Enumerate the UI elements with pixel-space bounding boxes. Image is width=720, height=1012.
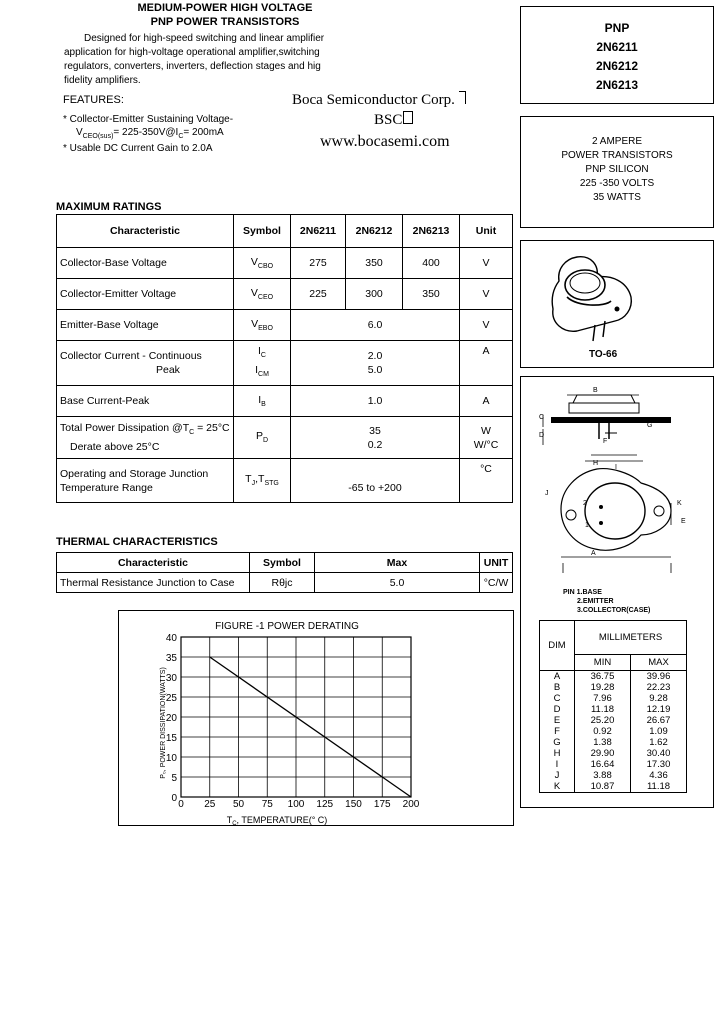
symbol: V (250, 286, 258, 299)
x-tick-label: 175 (373, 799, 391, 810)
max-cell: 11.18 (630, 781, 686, 793)
x-axis-label-part: , TEMPERATURE(° C) (236, 815, 328, 825)
value-cell: 300 (346, 279, 403, 310)
unit-line: W/°C (473, 438, 499, 451)
spec-line: POWER TRANSISTORS (561, 150, 673, 161)
char-line: Derate above 25°C (70, 441, 160, 454)
symbol-sub: EBO (258, 325, 273, 333)
package-label: TO-66 (589, 349, 618, 360)
table-row (57, 573, 513, 593)
max-ratings-title: MAXIMUM RATINGS (56, 201, 162, 213)
dim-label-i: I (615, 464, 617, 471)
max-cell: 9.28 (630, 693, 686, 704)
dim-cell: B (540, 682, 575, 693)
value-cell: 5.0 (315, 573, 480, 593)
symbol-cell: Rθjc (250, 573, 315, 593)
y-tick-label: 10 (165, 753, 177, 764)
symbol-sub: STG (264, 480, 279, 488)
package-box (520, 240, 714, 368)
symbol-cell (234, 248, 291, 279)
char-line: Peak (156, 364, 180, 376)
company-abbr-box-icon (403, 111, 413, 124)
unit-cell: °C/W (480, 573, 513, 593)
symbol: I (258, 393, 262, 406)
char-line: Collector Current - Continuous (60, 350, 202, 362)
dim-cell: D (540, 704, 575, 715)
symbol-sub: J (251, 480, 256, 488)
company-abbr (374, 111, 413, 129)
spec-box (520, 116, 714, 228)
y-tick-label: 15 (165, 733, 177, 744)
char-sub: C (189, 429, 195, 437)
dim-cell: F (540, 726, 575, 737)
y-tick-label: 25 (165, 693, 177, 704)
table-row (57, 310, 513, 341)
dim-label-e: E (681, 518, 686, 525)
thermal-title: THERMAL CHARACTERISTICS (56, 536, 218, 548)
min-cell: 16.64 (575, 759, 631, 770)
char-cell (57, 417, 234, 459)
feature-1-current: = 200mA (183, 127, 224, 138)
char-cell: Collector-Emitter Voltage (57, 279, 234, 310)
value-cell (291, 341, 460, 386)
description-line: fidelity amplifiers. (64, 75, 141, 86)
value-cell: 275 (291, 248, 346, 279)
x-tick-label: 200 (402, 799, 420, 810)
pin-label-line: 2.EMITTER (577, 598, 614, 605)
dim-header: DIM (540, 621, 575, 671)
x-tick-label: 0 (178, 799, 184, 810)
dim-label-j: J (545, 490, 549, 497)
value-cell (291, 417, 460, 459)
x-tick-label: 50 (232, 799, 245, 810)
char-cell: Collector-Base Voltage (57, 248, 234, 279)
features-label: FEATURES: (63, 94, 124, 106)
min-cell: 1.38 (575, 737, 631, 748)
min-cell: 10.87 (575, 781, 631, 793)
table-row (540, 671, 687, 683)
pin-label-line: 3.COLLECTOR(CASE) (577, 607, 651, 614)
y-tick-label: 35 (165, 653, 177, 664)
outline-drawing (521, 377, 713, 597)
feature-1-line-a: * Collector-Emitter Sustaining Voltage- (63, 114, 234, 125)
x-tick-labels (178, 799, 420, 810)
feature-1-value: = 225-350V@I (113, 127, 179, 138)
y-tick-label: 40 (165, 633, 177, 644)
table-row (57, 248, 513, 279)
feature-1-subscript: CEO(sus) (82, 133, 114, 140)
col-header: UNIT (480, 553, 513, 573)
symbol-sub: CM (258, 371, 269, 379)
chart-title: FIGURE -1 POWER DERATING (215, 621, 359, 632)
unit-cell: V (460, 248, 513, 279)
dim-cell: K (540, 781, 575, 793)
feature-1-symbol: V (76, 127, 83, 138)
table-row (57, 279, 513, 310)
col-header: Symbol (234, 215, 291, 248)
value-cell: 400 (403, 248, 460, 279)
dim-label-d: D (539, 432, 545, 439)
dim-cell: H (540, 748, 575, 759)
char-cell: Thermal Resistance Junction to Case (57, 573, 250, 593)
unit-cell: V (460, 310, 513, 341)
max-cell: 30.40 (630, 748, 686, 759)
dim-label-b: B (593, 387, 598, 394)
symbol: I (258, 344, 261, 357)
company-abbr-text: BSC (374, 112, 403, 128)
value-cell: 1.0 (291, 386, 460, 417)
company-name (292, 91, 466, 109)
thermal-table (56, 552, 513, 593)
table-row (540, 715, 687, 726)
y-tick-label: 5 (171, 773, 177, 784)
col-header: Unit (460, 215, 513, 248)
pin-label-2: 2 (583, 500, 587, 507)
col-header: Symbol (250, 553, 315, 573)
col-header: 2N6213 (403, 215, 460, 248)
max-cell: 17.30 (630, 759, 686, 770)
min-cell: 19.28 (575, 682, 631, 693)
dim-label-a: A (591, 550, 596, 557)
max-cell: 1.09 (630, 726, 686, 737)
min-cell: 7.96 (575, 693, 631, 704)
min-cell: 0.92 (575, 726, 631, 737)
unit-header: MILLIMETERS (575, 621, 687, 655)
x-tick-label: 150 (345, 799, 362, 810)
max-cell: 22.23 (630, 682, 686, 693)
spec-line: PNP SILICON (585, 164, 649, 175)
table-row (540, 726, 687, 737)
pin-label-line: PIN 1.BASE (563, 589, 602, 596)
col-header: Characteristic (57, 215, 234, 248)
unit-cell (460, 417, 513, 459)
y-tick-label: 30 (165, 673, 177, 684)
description-line: application for high-voltage operational amplifier,switching (64, 47, 320, 58)
table-row (540, 693, 687, 704)
max-cell: 12.19 (630, 704, 686, 715)
pin-labels (563, 588, 650, 615)
dim-cell: E (540, 715, 575, 726)
unit-cell: A (460, 341, 513, 386)
min-cell: 3.88 (575, 770, 631, 781)
min-header: MIN (575, 655, 631, 671)
x-axis-label-part: T (226, 815, 233, 825)
unit-line: W (481, 424, 491, 437)
company-web[interactable]: www.bocasemi.com (320, 133, 450, 150)
value-line: 35 (369, 424, 381, 437)
char-cell (57, 459, 234, 503)
power-derating-chart (119, 611, 513, 825)
part-type: PNP (604, 21, 630, 35)
value-cell: -65 to +200 (291, 459, 460, 503)
symbol: V (251, 317, 259, 330)
max-cell: 1.62 (630, 737, 686, 748)
value-cell: 225 (291, 279, 346, 310)
min-cell: 11.18 (575, 704, 631, 715)
dimension-table (539, 620, 687, 793)
feature-1-line-b (76, 127, 224, 140)
dim-cell: G (540, 737, 575, 748)
company-mark-icon (459, 91, 466, 104)
x-tick-label: 25 (204, 799, 216, 810)
dim-label-c: C (539, 414, 545, 421)
description-line: Designed for high-speed switching and linear amplifier (84, 33, 325, 44)
y-tick-label: 0 (171, 793, 177, 804)
value-line: 5.0 (367, 364, 383, 376)
symbol: I (255, 364, 259, 376)
min-cell: 36.75 (575, 671, 631, 683)
x-tick-label: 100 (287, 799, 305, 810)
description (64, 32, 364, 88)
symbol-line (237, 344, 287, 363)
table-header-row (57, 553, 513, 573)
table-row (57, 459, 513, 503)
derating-line (210, 657, 411, 797)
description-line: regulators, converters, inverters, deflection stages and hig (64, 61, 321, 72)
dim-cell: A (540, 671, 575, 683)
symbol-cell (234, 459, 291, 503)
value-cell: 350 (403, 279, 460, 310)
max-ratings-table (56, 214, 513, 503)
chart-series (210, 657, 411, 797)
char-line: Temperature Range (60, 481, 153, 494)
symbol-cell (234, 386, 291, 417)
max-header: MAX (630, 655, 686, 671)
table-row (540, 781, 687, 793)
unit-cell: V (460, 279, 513, 310)
part-number: 2N6212 (595, 59, 639, 73)
part-number: 2N6213 (595, 78, 639, 92)
table-row (540, 759, 687, 770)
symbol: T (245, 473, 252, 486)
symbol: P (255, 430, 263, 443)
spec-line: 2 AMPERE (591, 136, 643, 147)
feature-2: * Usable DC Current Gain to 2.0A (63, 143, 213, 154)
x-axis-label (227, 815, 328, 825)
y-tick-labels (166, 633, 178, 804)
value-line: 2.0 (367, 350, 383, 362)
dim-cell: J (540, 770, 575, 781)
dim-label-h: H (593, 460, 599, 467)
char-cell (57, 341, 234, 386)
table-row (540, 737, 687, 748)
col-header: 2N6211 (291, 215, 346, 248)
value-cell: 6.0 (291, 310, 460, 341)
min-cell: 29.90 (575, 748, 631, 759)
company-name-text: Boca Semiconductor Corp. (292, 92, 455, 108)
spec-list (521, 135, 713, 205)
spec-line: 225 -350 VOLTS (579, 178, 655, 189)
y-axis-label: P₀, POWER DISSIPATION(WATTS) (160, 667, 167, 779)
symbol: ,T (255, 473, 265, 486)
feature-1-subscript-2: C (178, 133, 184, 140)
table-header-row (57, 215, 513, 248)
dimension-table-header (540, 621, 687, 655)
max-cell: 39.96 (630, 671, 686, 683)
char-cell: Emitter-Base Voltage (57, 310, 234, 341)
char-text: Total Power Dissipation @T (60, 421, 190, 434)
symbol-cell (234, 310, 291, 341)
table-row (540, 748, 687, 759)
symbol-sub: CBO (257, 263, 274, 271)
y-tick-label: 20 (165, 713, 177, 724)
title-line-2: PNP POWER TRANSISTORS (150, 16, 300, 28)
col-header: Max (315, 553, 480, 573)
x-tick-label: 125 (316, 799, 334, 810)
min-cell: 25.20 (575, 715, 631, 726)
part-number: 2N6211 (596, 40, 638, 54)
symbol-sub: D (262, 437, 269, 445)
table-row (540, 682, 687, 693)
dim-cell: C (540, 693, 575, 704)
part-number-list (521, 19, 713, 95)
dim-label-g: G (647, 422, 653, 429)
part-number-box (520, 6, 714, 104)
pin-label-1: 1 (585, 522, 589, 529)
value-cell: 350 (346, 248, 403, 279)
symbol: V (250, 255, 258, 268)
x-axis-label-sub: C (232, 821, 237, 825)
char-cell: Base Current-Peak (57, 386, 234, 417)
max-cell: 4.36 (630, 770, 686, 781)
symbol-cell (234, 341, 291, 386)
symbol-sub: CEO (257, 294, 274, 302)
x-tick-label: 75 (261, 799, 273, 810)
char-line: Operating and Storage Junction (60, 467, 209, 480)
table-row (57, 417, 513, 459)
symbol-cell (234, 279, 291, 310)
char-text: = 25°C (194, 421, 230, 434)
col-header: Characteristic (57, 553, 250, 573)
table-row (540, 704, 687, 715)
table-row (540, 770, 687, 781)
col-header: 2N6212 (346, 215, 403, 248)
dim-label-f: F (603, 438, 608, 445)
symbol-sub: B (261, 401, 266, 409)
dim-label-k: K (677, 500, 682, 507)
symbol-line (237, 363, 287, 382)
spec-line: 35 WATTS (593, 192, 641, 203)
figure-box (118, 610, 514, 826)
symbol-cell (234, 417, 291, 459)
value-line: 0.2 (367, 438, 383, 451)
dim-cell: I (540, 759, 575, 770)
table-row (57, 341, 513, 386)
unit-cell: A (460, 386, 513, 417)
table-row (57, 386, 513, 417)
max-cell: 26.67 (630, 715, 686, 726)
symbol-sub: C (260, 352, 266, 359)
unit-cell: °C (460, 459, 513, 503)
title-line-1: MEDIUM-POWER HIGH VOLTAGE (137, 2, 313, 14)
dimension-box (520, 376, 714, 808)
char-line (60, 421, 230, 440)
